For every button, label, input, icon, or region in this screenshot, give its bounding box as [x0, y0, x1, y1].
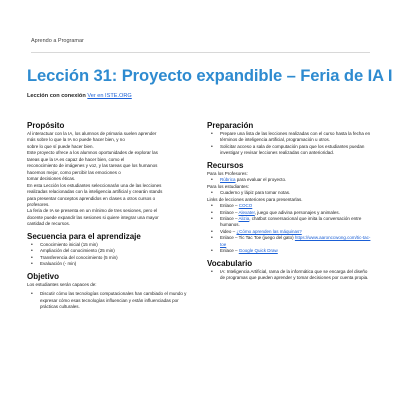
purpose-line: profesores. — [27, 201, 50, 207]
objective-heading: Objetivo — [27, 271, 60, 281]
teachers-resources-list — [207, 177, 371, 183]
purpose-heading: Propósito — [27, 121, 65, 130]
links-label: Links de lecciones anteriores para presentarlas. — [207, 196, 303, 202]
purpose-line: Este proyecto ofrece a los alumnos oportunidades de explorar las — [27, 150, 158, 156]
preparation-item: • Solicitar acceso a sala de computación para que los estudiantes puedan investigar y revisar lecciones realizadas con anterioridad. — [207, 144, 371, 157]
preparation-list — [207, 131, 371, 157]
vocabulary-item: • IA: Inteligencia Artificial, rama de la informática que se encarga del diseño de programas que pueden aprender y tomar decisiones por cuenta propia. — [207, 269, 371, 282]
left-column — [27, 121, 193, 310]
preparation-heading: Preparación — [207, 121, 254, 130]
lesson-links-list — [207, 203, 371, 255]
vocabulary-list — [207, 269, 371, 282]
sequence-heading: Secuencia para el aprendizaje — [27, 231, 141, 241]
objective-list — [27, 291, 193, 310]
lesson-title: Lección 31: Proyecto expandible – Feria de IA I — [27, 66, 393, 85]
purpose-line: realizadas relacionadas con la inteligencia artificial y crearán stands — [27, 189, 163, 195]
purpose-line: sobre lo que sí puede hacer bien. — [27, 143, 94, 149]
lesson-link-item — [207, 235, 371, 248]
item-prefix: Enlace – — [220, 215, 239, 221]
lesson-link-item — [207, 248, 371, 254]
resource-link[interactable]: Alizia — [238, 215, 250, 221]
item-prefix: Enlace – — [220, 209, 239, 215]
item-prefix: Enlace – — [220, 248, 239, 254]
sequence-item: • Conocimiento inicial (15 min) — [27, 242, 193, 248]
purpose-line: reconocimiento de imágenes y voz, y las tareas que los humanos — [27, 163, 158, 169]
resource-link[interactable]: Alexater — [238, 209, 255, 215]
item-text: , juego que adivina personajes y animales. — [254, 209, 340, 215]
purpose-line: La feria de IA se presenta en un mínimo de tres sesiones, pero el — [27, 208, 158, 214]
purpose-line: En esta Lección los estudiantes seleccionarán una de las lecciones — [27, 182, 162, 188]
connection-line — [27, 93, 132, 99]
preparation-item: • Prepare una lista de las lecciones realizadas con el curso hasta la fecha en términos de inteligencia artificial, programación u otros. — [207, 131, 371, 144]
purpose-line: más sobre lo que la IA no puede hacer bien, y no — [27, 137, 125, 143]
teachers-resource-item — [207, 177, 371, 183]
item-prefix: Enlace – — [220, 203, 239, 209]
item-text: Cuaderno y lápiz para tomar notas. — [220, 190, 291, 196]
item-text: , chatbot conversacional que imita la conversación entre humanos. — [220, 215, 362, 228]
resource-link[interactable]: Rúbrica — [220, 177, 236, 183]
page-header-text: Aprendo a Programar — [31, 38, 84, 44]
purpose-line: tomar decisiones éticas. — [27, 176, 76, 182]
sequence-item: • Evaluación (- min) — [27, 261, 193, 267]
lesson-link-item — [207, 216, 371, 229]
purpose-text — [27, 131, 193, 228]
sequence-item: • Transferencia del conocimiento (5 min) — [27, 255, 193, 261]
objective-intro: Los estudiantes serán capaces de: — [27, 281, 97, 287]
teachers-label: Para los Profesores: — [207, 170, 248, 176]
students-resources-list — [207, 190, 371, 196]
header-divider — [31, 52, 370, 53]
purpose-line: para presentar conceptos aprendidos en clases a otros cursos o — [27, 195, 156, 201]
item-prefix: Enlace – Tic Tac Toe (juego del gato) — [220, 235, 295, 241]
students-label: Para los estudiantes: — [207, 183, 250, 189]
sequence-item: • Ampliación del conocimiento (25 min) — [27, 248, 193, 254]
resource-link[interactable]: https://www.aaronccwong.com/tic-tac-toe — [220, 235, 371, 247]
purpose-line: docente puede expandir las sesiones si quiere integrar una mayor — [27, 214, 159, 220]
purpose-line: cantidad de recursos. — [27, 221, 71, 227]
resource-link[interactable]: Google Quick Draw — [238, 248, 278, 254]
purpose-line: tareas que la IA es capaz de hacer bien, como el — [27, 156, 125, 162]
iste-link[interactable]: Ver en ISTE.ORG — [87, 93, 132, 99]
item-text: para evaluar el proyecto. — [235, 177, 287, 183]
purpose-line: hacemos mejor, como percibir las emociones o — [27, 169, 121, 175]
connection-label: Lección con conexión — [27, 93, 86, 99]
resource-link[interactable]: ¿Cómo aprenden las máquinas? — [236, 228, 302, 234]
right-column — [207, 121, 371, 282]
vocabulary-heading: Vocabulario — [207, 258, 253, 268]
resource-link[interactable]: COCO — [238, 203, 253, 209]
students-resource-item — [207, 190, 371, 196]
purpose-line: Al interactuar con la IA, los alumnos de primaria suelen aprender — [27, 131, 157, 136]
sequence-list — [27, 242, 193, 268]
objective-item: • Discutir cómo las tecnologías computacionales han cambiado el mundo y expresar cómo esas tecnologías influencian y están influenciadas por prácticas culturales. — [27, 291, 193, 310]
item-prefix: Video – — [220, 228, 237, 234]
resources-heading: Recursos — [207, 160, 244, 170]
